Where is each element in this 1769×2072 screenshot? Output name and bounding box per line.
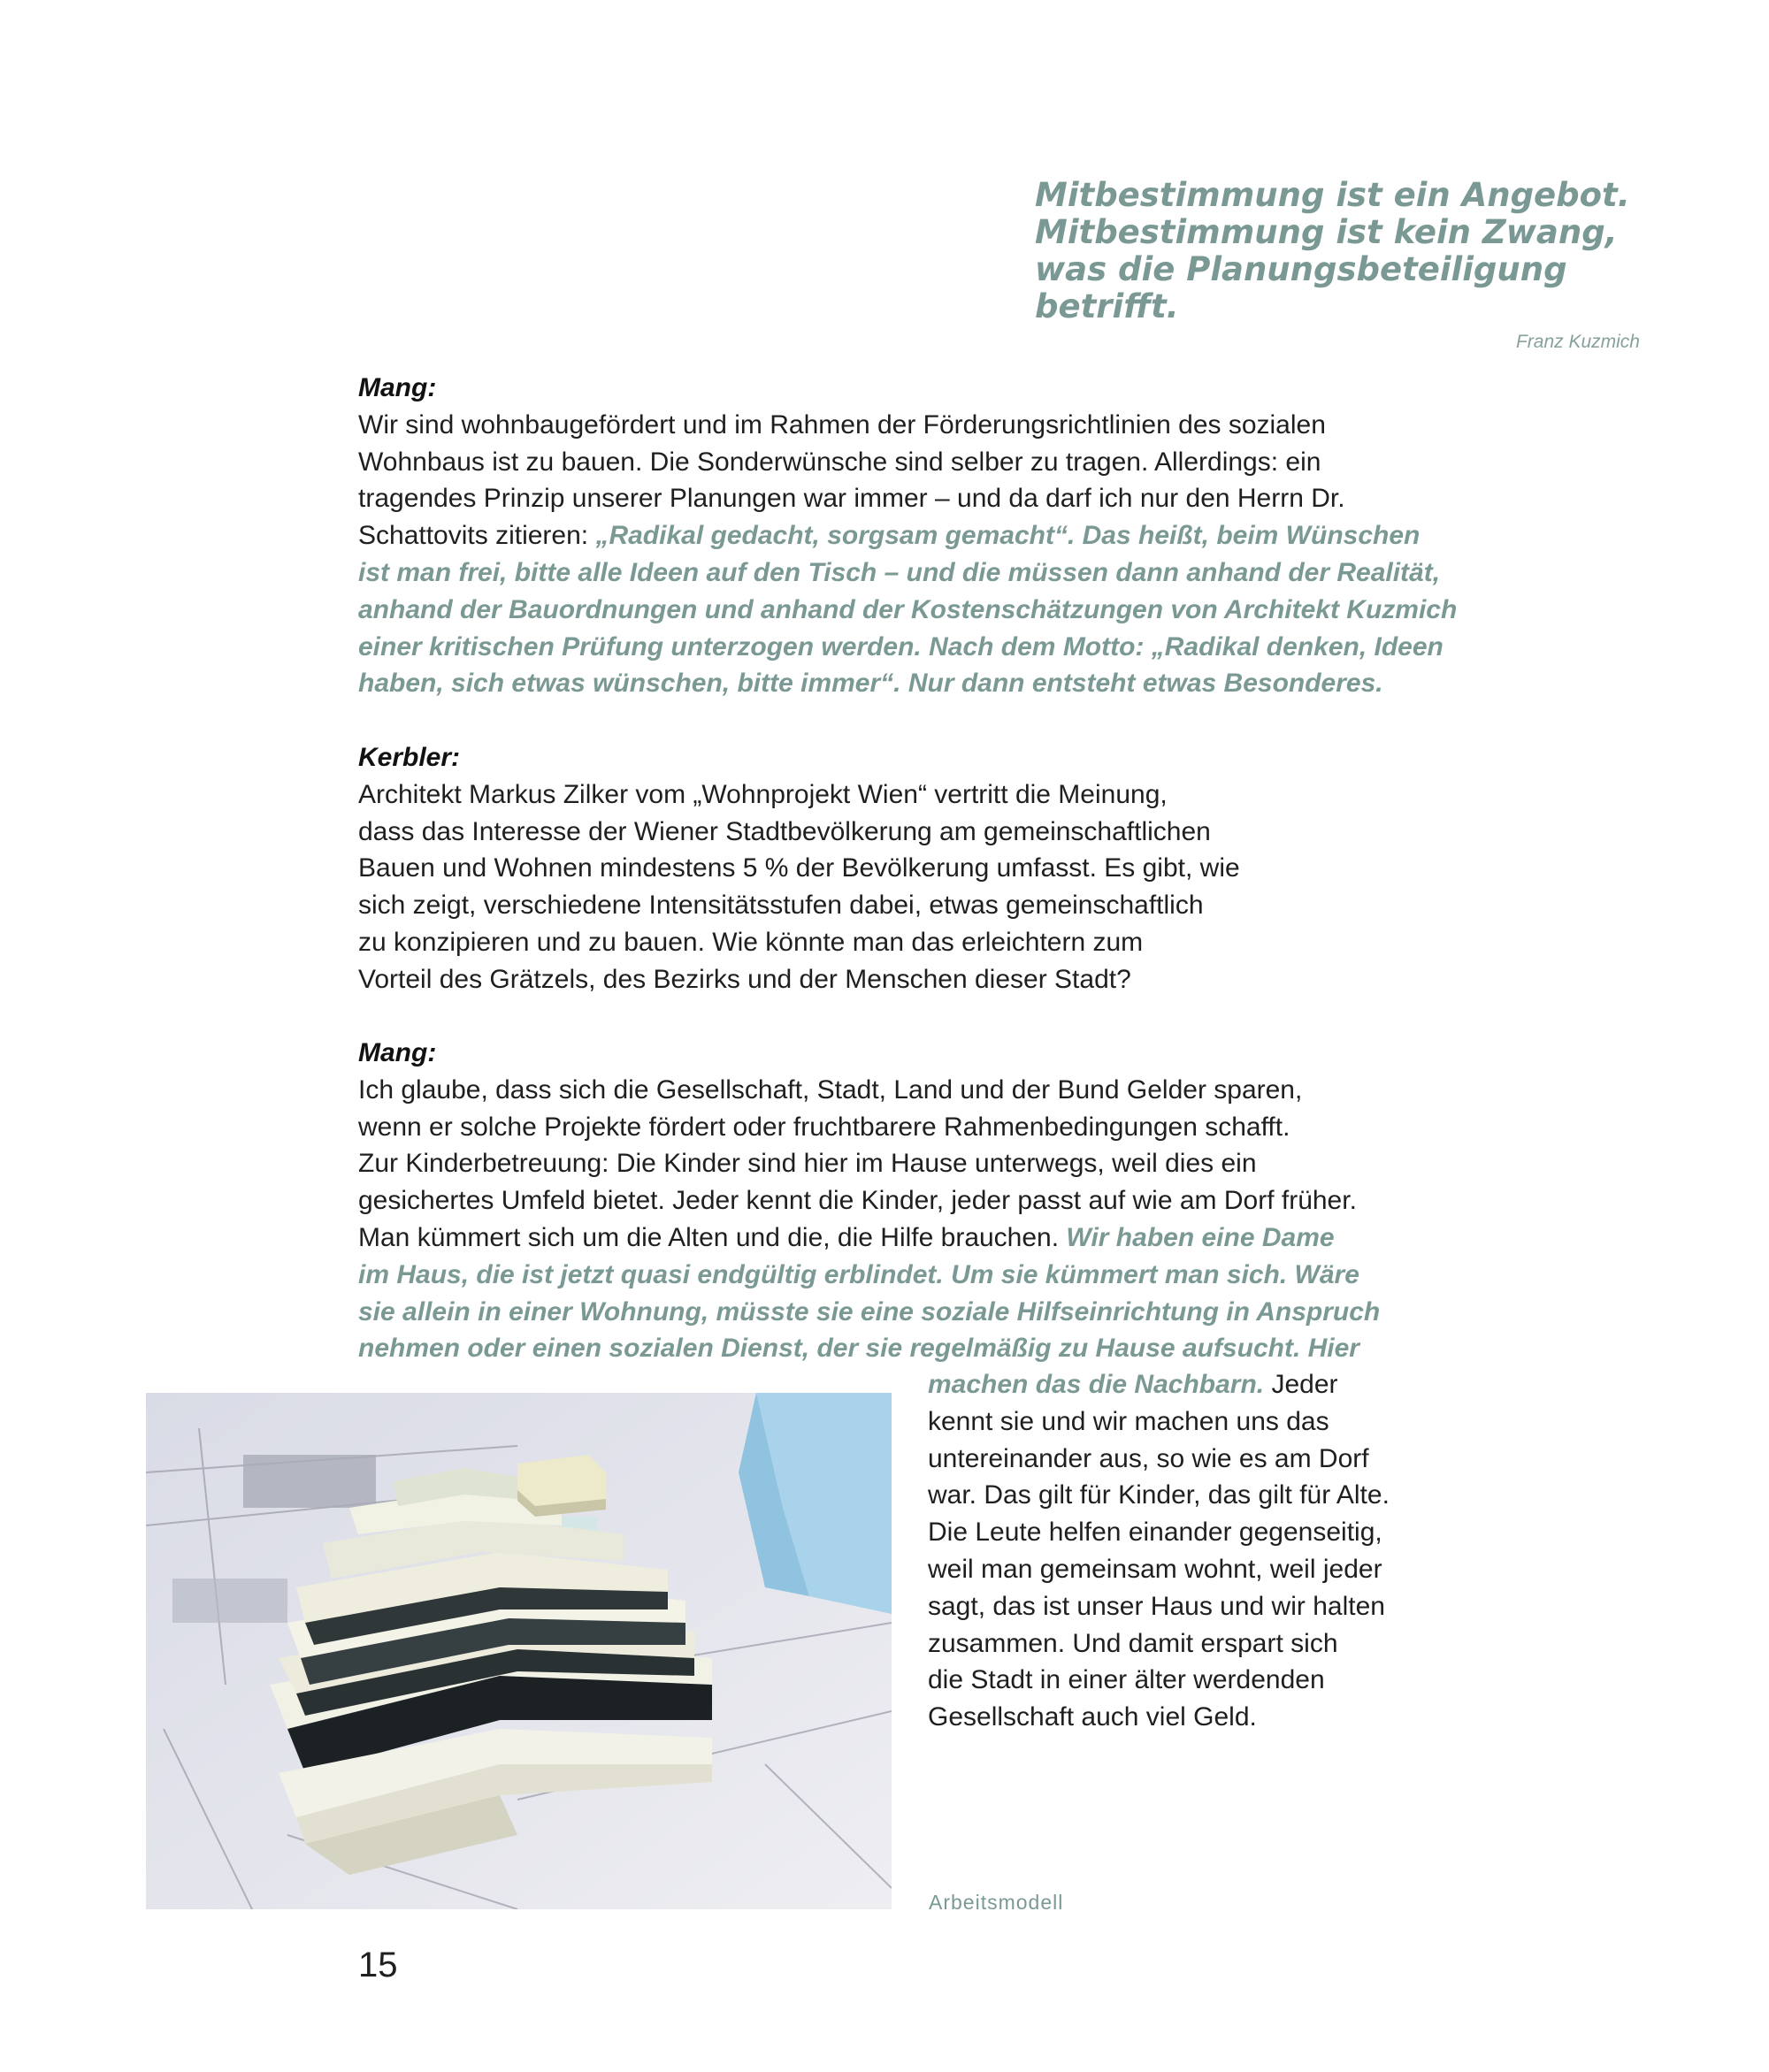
- body-text: Die Leute helfen einander gegenseitig,: [928, 1518, 1382, 1548]
- text-line: [358, 1219, 1526, 1257]
- text-line: [928, 1514, 1494, 1551]
- highlighted-quote-text: Wir haben eine Dame: [1066, 1222, 1335, 1252]
- text-line: [358, 1257, 1526, 1294]
- section-text: [358, 776, 1526, 998]
- text-line: [928, 1403, 1494, 1441]
- body-text: Gesellschaft auch viel Geld.: [928, 1702, 1257, 1732]
- text-line: [358, 665, 1526, 702]
- text-line: [358, 1294, 1526, 1331]
- body-text: tragendes Prinzip unserer Planungen war immer – und da darf ich nur den Herrn Dr.: [358, 484, 1345, 514]
- interview-section: [358, 370, 1526, 702]
- text-line: [928, 1366, 1494, 1403]
- model-illustration: [146, 1393, 892, 1909]
- section-text: [358, 1072, 1526, 1367]
- body-text: weil man gemeinsam wohnt, weil jeder: [928, 1554, 1382, 1584]
- text-line: [358, 850, 1526, 887]
- highlighted-quote-text: im Haus, die ist jetzt quasi endgültig erblindet. Um sie kümmert man sich. Wäre: [358, 1259, 1359, 1289]
- text-line: [358, 1109, 1526, 1146]
- body-text: dass das Interesse der Wiener Stadtbevölkerung am gemeinschaftlichen: [358, 816, 1211, 846]
- text-line: [358, 961, 1526, 998]
- body-text: untereinander aus, so wie es am Dorf: [928, 1443, 1369, 1473]
- body-text: Bauen und Wohnen mindestens 5 % der Bevölkerung umfasst. Es gibt, wie: [358, 853, 1240, 883]
- body-text: zu konzipieren und zu bauen. Wie könnte man das erleichtern zum: [358, 927, 1144, 957]
- body-text: zusammen. Und damit erspart sich: [928, 1628, 1338, 1658]
- text-line: [358, 554, 1526, 592]
- text-line: [358, 887, 1526, 924]
- body-text: Wohnbaus ist zu bauen. Die Sonderwünsche sind selber zu tragen. Allerdings: ein: [358, 447, 1321, 477]
- text-line: [358, 1072, 1526, 1109]
- text-line: [928, 1699, 1494, 1736]
- body-text: Man kümmert sich um die Alten und die, die Hilfe brauchen.: [358, 1222, 1067, 1252]
- highlighted-quote-text: machen das die Nachbarn.: [928, 1370, 1265, 1399]
- text-line: [928, 1551, 1494, 1588]
- body-text: sich zeigt, verschiedene Intensitätsstufen dabei, etwas gemeinschaftlich: [358, 891, 1204, 921]
- pull-quote: [1035, 177, 1654, 359]
- body-text: Ich glaube, dass sich die Gesellschaft, Stadt, Land und der Bund Gelder sparen,: [358, 1074, 1303, 1105]
- text-line: [928, 1477, 1494, 1514]
- body-text: Wir sind wohnbaugefördert und im Rahmen der Förderungsrichtlinien des sozialen: [358, 409, 1326, 440]
- body-text: Zur Kinderbetreuung: Die Kinder sind hier im Hause unterwegs, weil dies ein: [358, 1149, 1257, 1179]
- highlighted-quote-text: nehmen oder einen sozialen Dienst, der sie regelmäßig zu Hause aufsucht. Hier: [358, 1334, 1359, 1364]
- text-line: [928, 1662, 1494, 1699]
- text-line: [358, 1182, 1526, 1219]
- body-text: Jeder: [1264, 1370, 1338, 1399]
- body-text: Schattovits zitieren:: [358, 521, 596, 551]
- body-text: sagt, das ist unser Haus und wir halten: [928, 1591, 1385, 1621]
- text-line: [358, 407, 1526, 444]
- quote-line: Mitbestimmung ist kein Zwang,: [1035, 213, 1618, 251]
- quote-line: was die Planungsbeteiligung betrifft.: [1035, 250, 1567, 325]
- body-text: gesichertes Umfeld bietet. Jeder kennt die Kinder, jeder passt auf wie am Dorf früher.: [358, 1186, 1357, 1216]
- body-text: kennt sie und wir machen uns das: [928, 1406, 1329, 1436]
- highlighted-quote-text: „Radikal gedacht, sorgsam gemacht“. Das heißt, beim Wünschen: [595, 521, 1421, 551]
- text-line: [358, 776, 1526, 814]
- text-line: [358, 924, 1526, 961]
- quote-author: Franz Kuzmich: [1515, 332, 1640, 352]
- highlighted-quote-text: sie allein in einer Wohnung, müsste sie eine soziale Hilfseinrichtung in Anspruch: [358, 1296, 1381, 1327]
- highlighted-quote-text: einer kritischen Prüfung unterzogen werden. Nach dem Motto: „Radikal denken, Ideen: [358, 631, 1444, 661]
- text-line: [358, 517, 1526, 554]
- text-line: [928, 1441, 1494, 1478]
- text-line: [358, 480, 1526, 517]
- image-caption: Arbeitsmodell: [929, 1891, 1064, 1914]
- quote-line: Mitbestimmung ist ein Angebot.: [1035, 176, 1630, 214]
- highlighted-quote-text: anhand der Bauordnungen und anhand der Kostenschätzungen von Architekt Kuzmich: [358, 594, 1458, 624]
- interview-section: [358, 739, 1526, 998]
- text-line: [358, 814, 1526, 851]
- page-number: 15: [358, 1946, 398, 1984]
- body-text: Architekt Markus Zilker vom „Wohnprojekt Wien“ vertritt die Meinung,: [358, 779, 1168, 809]
- architecture-model-photo: [146, 1393, 892, 1909]
- speaker-label: Kerbler:: [358, 743, 461, 772]
- text-line: [358, 444, 1526, 481]
- text-line: [928, 1625, 1494, 1663]
- body-text: Vorteil des Grätzels, des Bezirks und der Menschen dieser Stadt?: [358, 964, 1131, 994]
- body-text: war. Das gilt für Kinder, das gilt für Alte.: [928, 1480, 1390, 1510]
- text-line: [358, 629, 1526, 666]
- highlighted-quote-text: haben, sich etwas wünschen, bitte immer“. Nur dann entsteht etwas Besonderes.: [358, 669, 1383, 699]
- text-line: [358, 1145, 1526, 1182]
- body-text: die Stadt in einer älter werdenden: [928, 1665, 1325, 1695]
- text-line: [358, 1330, 1526, 1367]
- highlighted-quote-text: ist man frei, bitte alle Ideen auf den Tisch – und die müssen dann anhand der Realität,: [358, 557, 1441, 587]
- speaker-label: Mang:: [358, 373, 437, 402]
- interview-section: [358, 1035, 1526, 1367]
- text-line: [358, 592, 1526, 629]
- text-line: [928, 1588, 1494, 1625]
- body-text: wenn er solche Projekte fördert oder fruchtbarere Rahmenbedingungen schafft.: [358, 1112, 1290, 1142]
- section-text: [358, 407, 1526, 702]
- speaker-label: Mang:: [358, 1038, 437, 1067]
- side-column-text: [928, 1366, 1494, 1736]
